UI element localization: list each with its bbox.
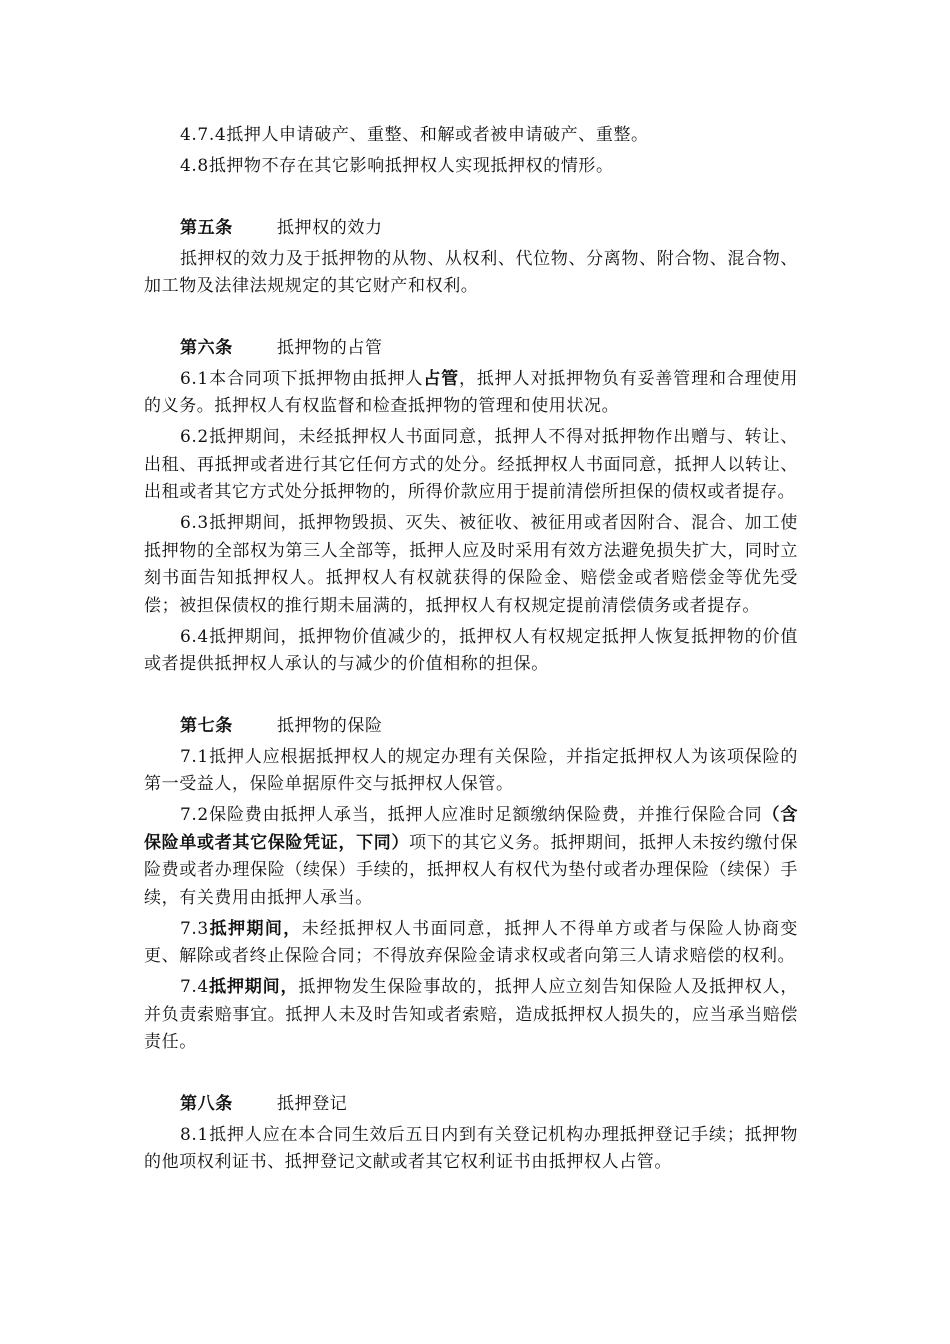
paragraph-6-1-bold: 占管 (423, 368, 460, 389)
clause-6-title: 抵押物的占管 (277, 338, 383, 358)
paragraph-7-2-end: 项下的其它义务。抵押期间，抵押人未按约缴付保险费或者办理保险（续保）手续的，抵押权人有权代为垫付或者办理保险（续保）手续，有关费用由抵押人承当。 (144, 832, 799, 908)
paragraph-6-1-end: ，抵押人对抵押物负有妥善管理和合理使用的义务。抵押权人有权监督和检查抵押物的管理和使用状况。 (144, 368, 798, 416)
paragraph-6-2: 6.2抵押期间，未经抵押权人书面同意，抵押人不得对抵押物作出赠与、转让、出租、再抵押或者进行其它任何方式的处分。经抵押权人书面同意，抵押人以转让、出租或者其它方式处分抵押物的，所得价款应用于提前清偿所担保的债权或者提存。 (144, 427, 798, 502)
paragraph-7-3-number: 7.3 (180, 918, 209, 939)
paragraph-7-2-bold: （含保险单或者其它保险凭证，下同） (144, 805, 799, 853)
clause-8-number: 第八条 (180, 1094, 233, 1114)
paragraph-4-7-4: 4.7.4抵押人申请破产、重整、和解或者被申请破产、重整。 (180, 125, 649, 145)
clause-5-heading (144, 215, 798, 243)
paragraph-4-8: 4.8抵押物不存在其它影响抵押权人实现抵押权的情形。 (180, 156, 614, 176)
paragraph-6-4: 6.4抵押期间，抵押物价值减少的，抵押权人有权规定抵押人恢复抵押物的价值或者提供抵押权人承认的与减少的价值相称的担保。 (144, 626, 798, 674)
paragraph-6-1-start: 6.1本合同项下抵押物由抵押人 (180, 368, 424, 389)
clause-8-title: 抵押登记 (277, 1094, 348, 1114)
paragraph-7-4 (144, 974, 798, 1057)
paragraph-7-2 (144, 802, 798, 912)
paragraph-7-3 (144, 916, 798, 971)
clause-7-number: 第七条 (180, 716, 233, 736)
paragraph-7-3-end: 未经抵押权人书面同意，抵押人不得单方或者与保险人协商变更、解除或者终止保险合同；不得放弃保险金请求权或者向第三人请求赔偿的权利。 (144, 918, 799, 966)
paragraph-7-4-number: 7.4 (180, 977, 209, 997)
paragraph-7-2-start: 7.2保险费由抵押人承当，抵押人应准时足额缴纳保险费，并推行保险合同 (180, 805, 763, 825)
paragraph-7-3-bold: 抵押期间， (208, 918, 302, 939)
paragraph-6-1 (144, 366, 798, 421)
paragraph-7-4-bold: 抵押期间， (208, 977, 299, 997)
clause-8-heading (144, 1091, 798, 1119)
clause-5-number: 第五条 (180, 218, 233, 238)
clause-7-title: 抵押物的保险 (277, 716, 383, 736)
paragraph-8-1: 8.1抵押人应在本合同生效后五日内到有关登记机构办理抵押登记手续；抵押物的他项权利证书、抵押登记文献或者其它权利证书由抵押权人占管。 (144, 1124, 798, 1172)
clause-6-number: 第六条 (180, 338, 233, 358)
clause-5-title: 抵押权的效力 (277, 218, 383, 238)
paragraph-7-1: 7.1抵押人应根据抵押权人的规定办理有关保险，并指定抵押权人为该项保险的第一受益人，保险单据原件交与抵押权人保管。 (144, 746, 798, 794)
document-page (144, 122, 798, 1180)
paragraph-6-3: 6.3抵押期间，抵押物毁损、灭失、被征收、被征用或者因附合、混合、加工使抵押物的全部权为第三人全部等，抵押人应及时采用有效方法避免损失扩大，同时立刻书面告知抵押权人。抵押权人有权就获得的保险金、赔偿金或者赔偿金等优先受偿；被担保债权的推行期未届满的，抵押权人有权规定提前清偿债务或者提存。 (144, 513, 798, 616)
paragraph-7-4-end: 抵押物发生保险事故的，抵押人应立刻告知保险人及抵押权人，并负责索赔事宜。抵押人未及时告知或者索赔，造成抵押权人损失的，应当承当赔偿责任。 (144, 977, 799, 1052)
paragraph-5-body: 抵押权的效力及于抵押物的从物、从权利、代位物、分离物、附合物、混合物、加工物及法律法规规定的其它财产和权利。 (144, 248, 798, 296)
clause-7-heading (144, 713, 798, 741)
clause-6-heading (144, 335, 798, 363)
